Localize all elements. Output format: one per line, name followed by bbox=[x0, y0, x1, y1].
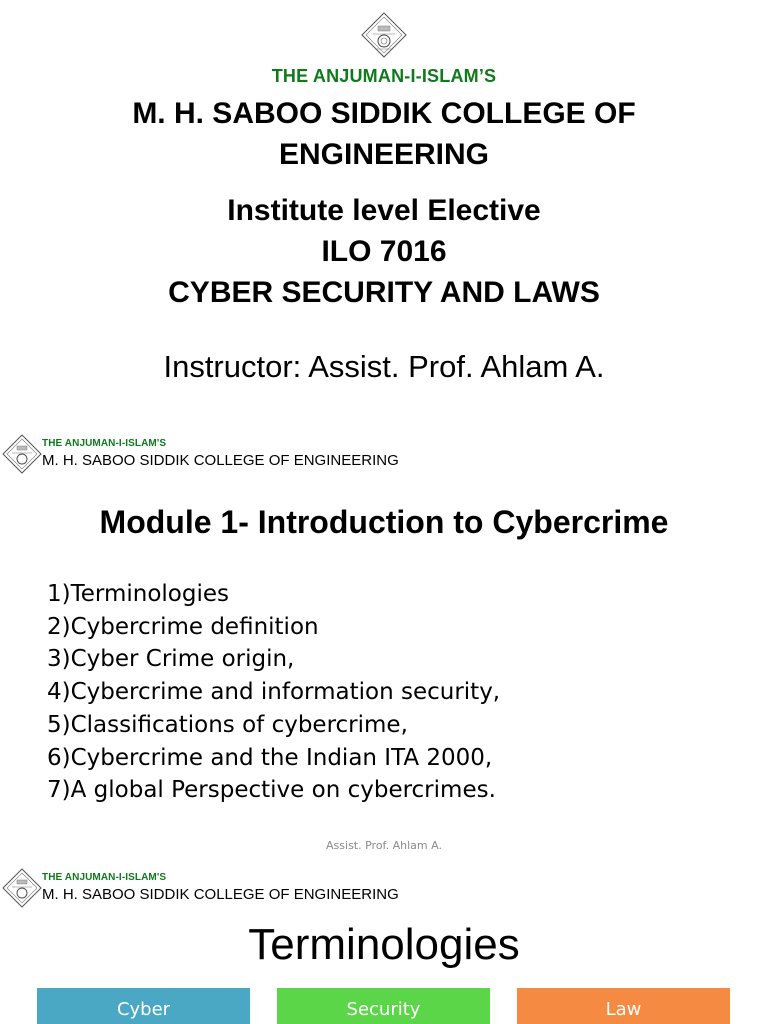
header-org-name: THE ANJUMAN-I-ISLAM'S bbox=[42, 438, 167, 449]
slide-header bbox=[0, 867, 768, 911]
list-item: 2)Cybercrime definition bbox=[47, 613, 319, 640]
terminologies-title: Terminologies bbox=[248, 920, 520, 969]
header-org-name: THE ANJUMAN-I-ISLAM'S bbox=[42, 872, 167, 883]
list-item: 1)Terminologies bbox=[47, 581, 229, 607]
topic-list bbox=[47, 578, 500, 807]
college-seal-icon bbox=[2, 434, 42, 474]
header-college-name: M. H. SABOO SIDDIK COLLEGE OF ENGINEERING bbox=[42, 452, 399, 469]
list-item: 4)Cybercrime and information security, bbox=[47, 679, 501, 706]
list-item: 3)Cyber Crime origin, bbox=[47, 646, 295, 673]
course-code: ILO 7016 bbox=[321, 235, 447, 268]
instructor-name: Instructor: Assist. Prof. Ahlam A. bbox=[163, 349, 605, 384]
module-slide bbox=[0, 430, 768, 858]
list-item: 6)Cybercrime and the Indian ITA 2000, bbox=[47, 744, 493, 771]
course-title: CYBER SECURITY AND LAWS bbox=[168, 276, 600, 309]
list-item: 7)A global Perspective on cybercrimes. bbox=[47, 777, 496, 804]
tile-law: Law bbox=[517, 988, 730, 1024]
header-college-name: M. H. SABOO SIDDIK COLLEGE OF ENGINEERING bbox=[42, 886, 399, 903]
college-name: M. H. SABOO SIDDIK COLLEGE OF ENGINEERING bbox=[132, 97, 636, 171]
college-seal-icon bbox=[361, 12, 407, 58]
module-title: Module 1- Introduction to Cybercrime bbox=[99, 504, 669, 540]
slide-header bbox=[0, 433, 768, 477]
list-item: 5)Classifications of cybercrime, bbox=[47, 711, 408, 738]
org-name: THE ANJUMAN-I-ISLAM’S bbox=[271, 66, 497, 86]
tile-cyber: Cyber bbox=[37, 988, 250, 1024]
terminologies-slide bbox=[0, 862, 768, 1024]
title-slide bbox=[0, 0, 768, 420]
tile-security: Security bbox=[277, 988, 490, 1024]
elective-label: Institute level Elective bbox=[227, 194, 541, 227]
college-seal-icon bbox=[2, 868, 42, 908]
slide-footer: Assist. Prof. Ahlam A. bbox=[326, 839, 442, 852]
